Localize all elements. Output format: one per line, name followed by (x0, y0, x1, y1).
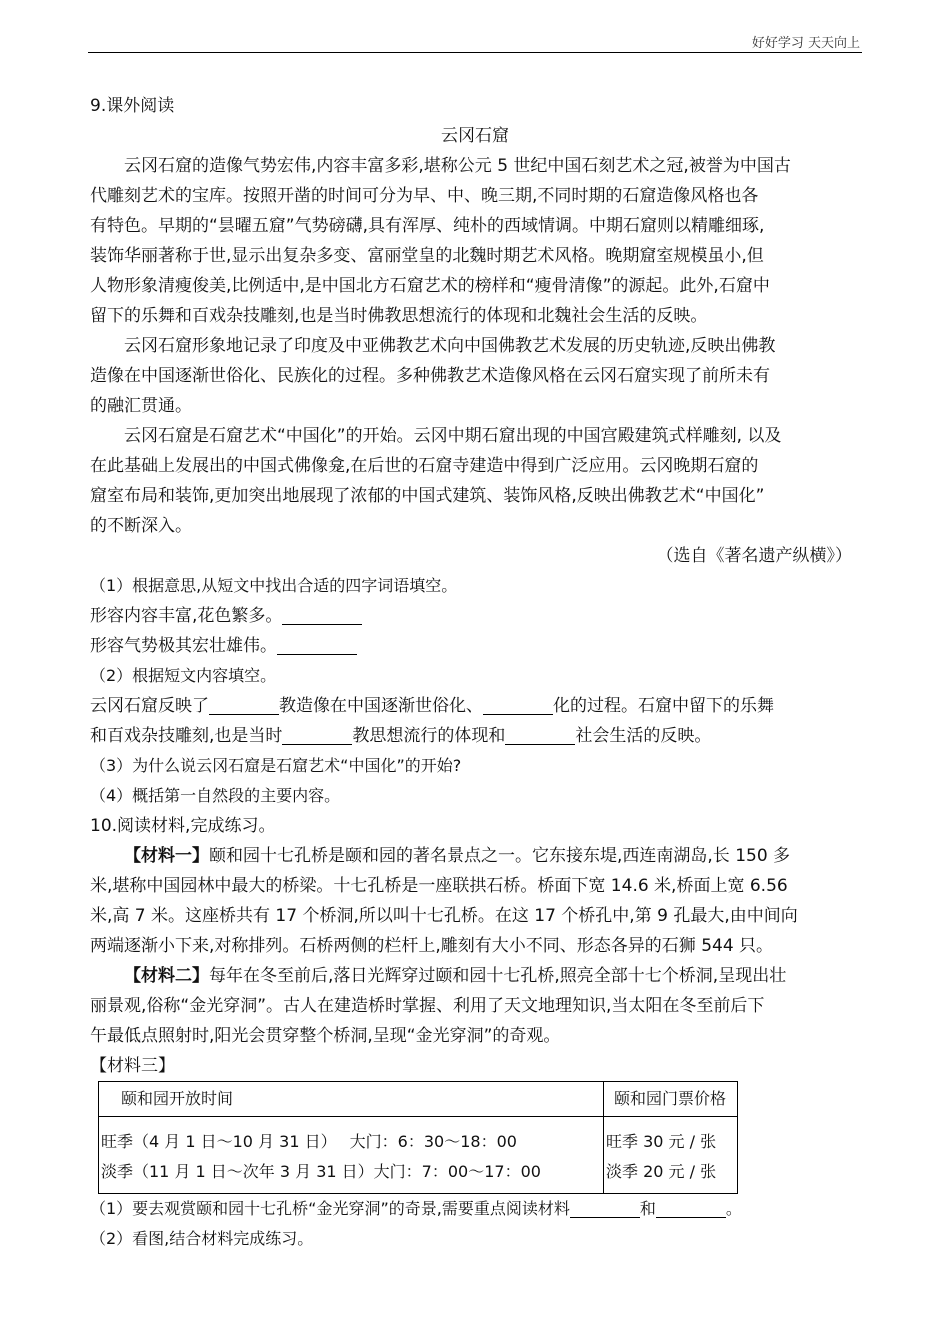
passage-line: 窟室布局和装饰,更加突出地展现了浓郁的中国式建筑、装饰风格,反映出佛教艺术“中国化” (90, 486, 765, 506)
q9-sub1-prompt: （1）根据意思,从短文中找出合适的四字词语填空。 (90, 576, 458, 595)
passage-line: 云冈石窟形象地记录了印度及中亚佛教艺术向中国佛教艺术发展的历史轨迹,反映出佛教 (124, 336, 776, 356)
material-2-label: 【材料二】 (124, 966, 209, 986)
answer-blank[interactable] (505, 724, 575, 745)
table-header-cell: 颐和园门票价格 (604, 1082, 738, 1117)
passage-source: （选自《著名遗产纵横》） (656, 546, 852, 566)
answer-blank[interactable] (282, 724, 352, 745)
material-1-line: 米,高 7 米。这座桥共有 17 个桥洞,所以叫十七孔桥。在这 17 个桥孔中,第 9 孔最大,由中间向 (90, 906, 798, 926)
table-header-cell: 颐和园开放时间 (99, 1082, 604, 1117)
passage-line: 云冈石窟的造像气势宏伟,内容丰富多彩,堪称公元 5 世纪中国石刻艺术之冠,被誉为中国古 (124, 156, 791, 176)
document-body (90, 91, 860, 1254)
q10-title: 10.阅读材料,完成练习。 (90, 816, 276, 836)
passage-line: 人物形象清瘦俊美,比例适中,是中国北方石窟艺术的榜样和“瘦骨清像”的源起。此外,石窟中 (90, 276, 770, 296)
q9-sub4-prompt: （4）概括第一自然段的主要内容。 (90, 786, 341, 805)
q9-sub1-b-text: 形容气势极其宏壮雄伟。 (90, 636, 277, 656)
q9-sub1-a-text: 形容内容丰富,花色繁多。 (90, 606, 283, 626)
material-2-line: 午最低点照射时,阳光会贯穿整个桥洞,呈现“金光穿洞”的奇观。 (90, 1026, 561, 1046)
fill-text: 和百戏杂技雕刻,也是当时 (90, 726, 283, 746)
fill-text: 教造像在中国逐渐世俗化、 (279, 696, 483, 716)
q10-sub2: （2）看图,结合材料完成练习。 (90, 1229, 314, 1248)
passage-line: 造像在中国逐渐世俗化、民族化的过程。多种佛教艺术造像风格在云冈石窟实现了前所未有 (90, 366, 770, 386)
material-2-line (90, 961, 860, 991)
table-row (99, 1117, 738, 1194)
passage-line: 的不断深入。 (90, 516, 192, 536)
material-text: 颐和园十七孔桥是颐和园的著名景点之一。它东接东堤,西连南湖岛,长 150 多 (209, 846, 791, 866)
table-cell-hours (99, 1117, 604, 1194)
material-2-line: 丽景观,俗称“金光穿洞”。古人在建造桥时掌握、利用了天文地理知识,当太阳在冬至前后下 (90, 996, 765, 1016)
answer-blank[interactable] (656, 1197, 726, 1218)
answer-blank[interactable] (282, 604, 362, 625)
q9-sub2-prompt: （2）根据短文内容填空。 (90, 666, 277, 685)
off-price: 淡季 20 元 / 张 (606, 1162, 717, 1181)
header-rule (88, 52, 862, 53)
passage-line: 在此基础上发展出的中国式佛像龛,在后世的石窟寺建造中得到广泛应用。云冈晚期石窟的 (90, 456, 759, 476)
fill-text: 教思想流行的体现和 (352, 726, 506, 746)
off-hours: 淡季（11 月 1 日～次年 3 月 31 日）大门：7：00～17：00 (101, 1162, 541, 1181)
q9-sub1-item (90, 601, 860, 631)
material-1-line: 米,堪称中国园林中最大的桥梁。十七孔桥是一座联拱石桥。桥面下宽 14.6 米,桥面上宽 6.56 (90, 876, 788, 896)
table-cell-price (604, 1117, 738, 1194)
answer-blank[interactable] (209, 694, 279, 715)
material-text: 每年在冬至前后,落日光辉穿过颐和园十七孔桥,照亮全部十七个桥洞,呈现出壮 (209, 966, 787, 986)
fill-text: 和 (639, 1199, 656, 1218)
q9-sub3-prompt: （3）为什么说云冈石窟是石窟艺术“中国化”的开始? (90, 756, 462, 775)
fill-text: 化的过程。石窟中留下的乐舞 (553, 696, 774, 716)
material-3-label: 【材料三】 (90, 1056, 175, 1076)
header-motto: 好好学习 天天向上 (751, 36, 860, 51)
peak-price: 旺季 30 元 / 张 (606, 1132, 717, 1151)
fill-text: 。 (725, 1199, 742, 1218)
q9-sub2-line (90, 691, 860, 721)
table-header-row (99, 1082, 738, 1117)
q10-sub1 (90, 1194, 860, 1224)
passage-title: 云冈石窟 (441, 126, 509, 146)
peak-hours: 旺季（4 月 1 日～10 月 31 日） 大门：6：30～18：00 (101, 1132, 517, 1151)
q9-sub2-line (90, 721, 860, 751)
material-1-label: 【材料一】 (124, 846, 209, 866)
answer-blank[interactable] (570, 1197, 640, 1218)
passage-line: 有特色。早期的“昙曜五窟”气势磅礴,具有浑厚、纯朴的西域情调。中期石窟则以精雕细琢, (90, 216, 765, 236)
answer-blank[interactable] (483, 694, 553, 715)
passage-line: 的融汇贯通。 (90, 396, 192, 416)
fill-text: 社会生活的反映。 (575, 726, 712, 746)
passage (90, 151, 860, 541)
q9-title: 9.课外阅读 (90, 96, 175, 116)
passage-line: 云冈石窟是石窟艺术“中国化”的开始。云冈中期石窟出现的中国宫殿建筑式样雕刻, 以及 (124, 426, 782, 446)
passage-line: 留下的乐舞和百戏杂技雕刻,也是当时佛教思想流行的体现和北魏社会生活的反映。 (90, 306, 708, 326)
park-info-table (98, 1081, 738, 1194)
q9-sub1-item (90, 631, 860, 661)
passage-line: 代雕刻艺术的宝库。按照开凿的时间可分为早、中、晚三期,不同时期的石窟造像风格也各 (90, 186, 759, 206)
passage-line: 装饰华丽著称于世,显示出复杂多变、富丽堂皇的北魏时期艺术风格。晚期窟室规模虽小,但 (90, 246, 764, 266)
answer-blank[interactable] (277, 634, 357, 655)
material-1-line (90, 841, 860, 871)
fill-text: （1）要去观赏颐和园十七孔桥“金光穿洞”的奇景,需要重点阅读材料 (90, 1199, 570, 1218)
fill-text: 云冈石窟反映了 (90, 696, 209, 716)
material-1-line: 两端逐渐小下来,对称排列。石桥两侧的栏杆上,雕刻有大小不同、形态各异的石狮 544 只。 (90, 936, 774, 956)
